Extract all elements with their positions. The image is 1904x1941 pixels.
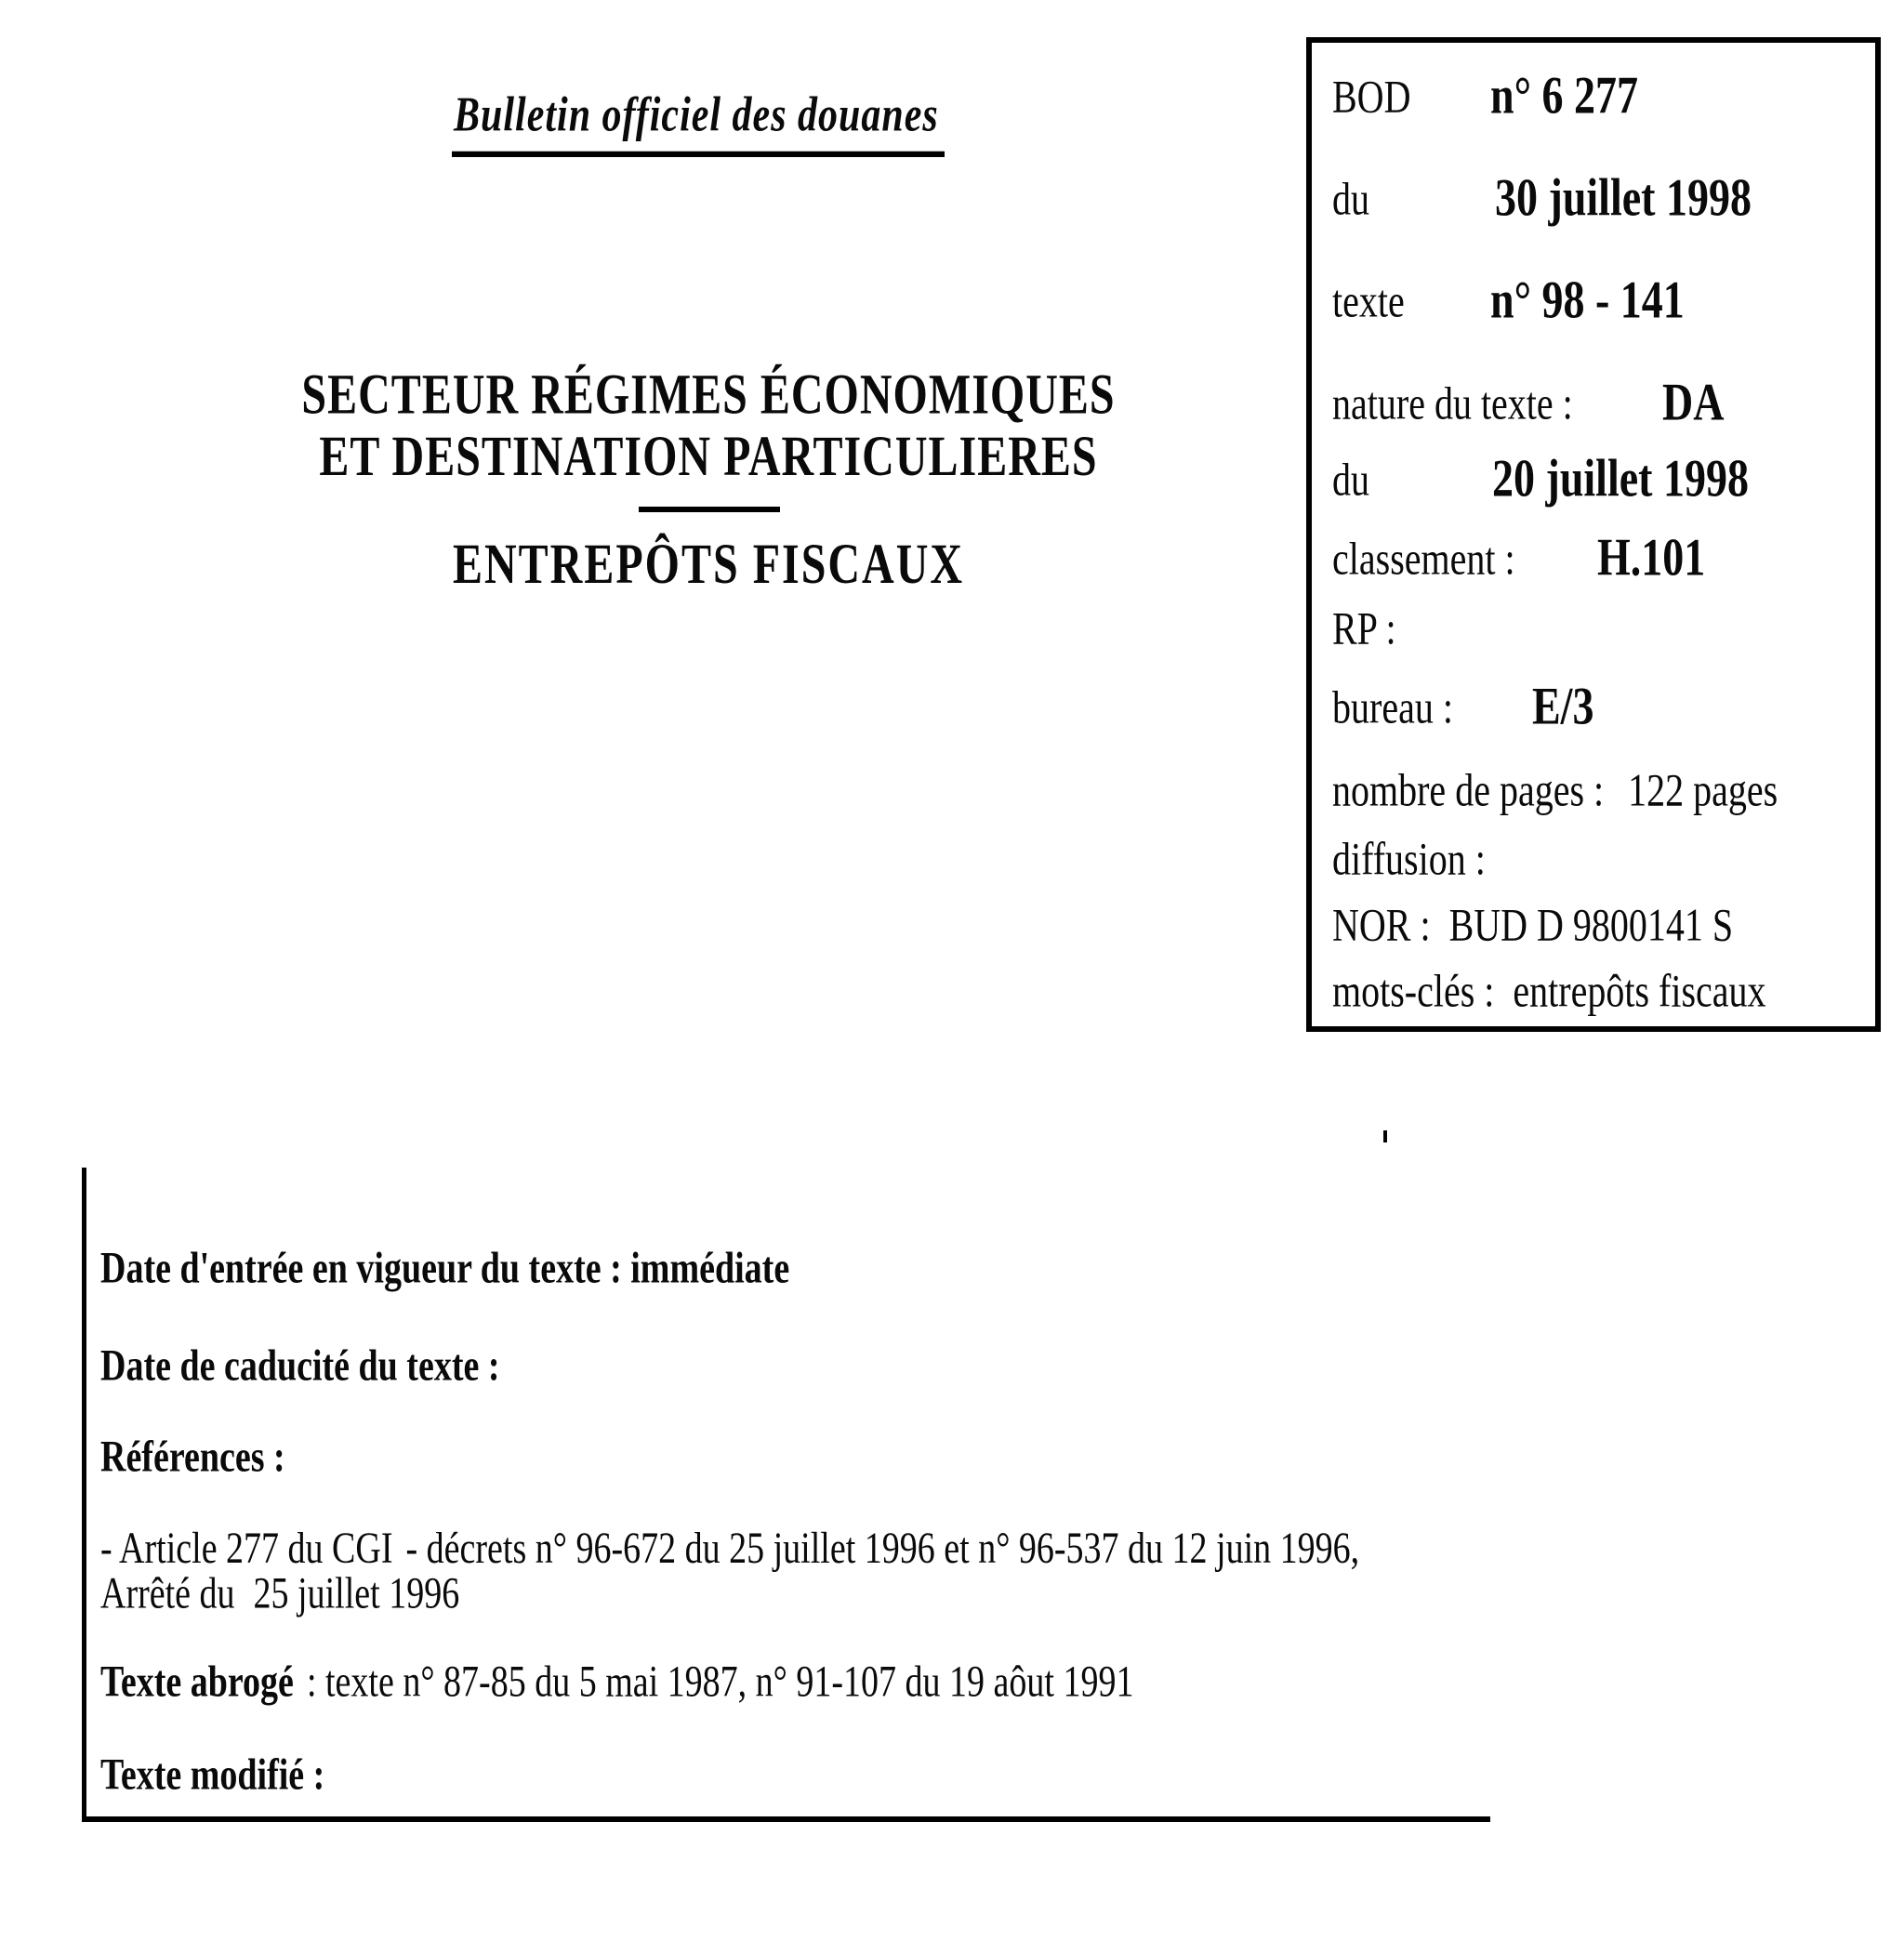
section-heading xyxy=(151,364,1266,488)
modified-label: Texte modifié : xyxy=(100,1750,325,1800)
info-label: du xyxy=(1332,453,1369,506)
info-label: BOD xyxy=(1332,70,1411,123)
entry-date-row xyxy=(100,1243,789,1294)
info-label: nombre de pages : xyxy=(1332,763,1605,816)
info-label: mots-clés : xyxy=(1332,964,1495,1017)
info-value: n° 98 - 141 xyxy=(1490,270,1685,329)
references-label: Références : xyxy=(100,1433,285,1482)
info-box xyxy=(1306,37,1881,1032)
info-label: nature du texte : xyxy=(1332,376,1573,429)
info-row-du-bod xyxy=(1332,167,1866,227)
info-value: n° 6 277 xyxy=(1490,65,1638,125)
reference-arrete: Arrêté du xyxy=(100,1569,235,1618)
abrogated-row xyxy=(100,1657,1133,1708)
scan-artifact-mark xyxy=(1383,1130,1387,1142)
info-row-bureau xyxy=(1332,676,1866,735)
heading-divider xyxy=(639,507,780,512)
info-label: classement : xyxy=(1332,532,1515,585)
info-value: entrepôts fiscaux xyxy=(1513,964,1766,1017)
info-value: DA xyxy=(1662,372,1725,431)
modified-row xyxy=(100,1750,324,1801)
info-label: texte xyxy=(1332,274,1405,327)
info-row-rp xyxy=(1332,601,1866,655)
abrogated-value: : texte n° 87-85 du 5 mai 1987, n° 91-107 du 19 aôut 1991 xyxy=(306,1657,1134,1707)
section-heading-line2: ET DESTINATION PARTICULIERES xyxy=(319,425,1098,489)
info-row-texte xyxy=(1332,270,1866,329)
info-value: 20 juillet 1998 xyxy=(1492,448,1749,508)
info-row-mots-cles xyxy=(1332,963,1866,1018)
details-box-left-border xyxy=(82,1168,86,1820)
info-row-pages xyxy=(1332,762,1866,817)
info-row-du-texte xyxy=(1332,448,1866,508)
info-row-classement xyxy=(1332,527,1866,587)
info-value: E/3 xyxy=(1532,676,1594,735)
info-value: 122 pages xyxy=(1628,763,1778,816)
info-label: du xyxy=(1332,172,1369,225)
abrogated-label: Texte abrogé xyxy=(100,1657,294,1707)
info-value: 30 juillet 1998 xyxy=(1495,167,1752,227)
reference-item xyxy=(100,1526,1486,1618)
document-title: Bulletin officiel des douanes xyxy=(452,87,945,157)
expiry-date-row xyxy=(100,1340,500,1392)
info-row-bod xyxy=(1332,65,1866,125)
reference-article: - Article 277 du CGI xyxy=(100,1524,393,1573)
section-subtitle: ENTREPÔTS FISCAUX xyxy=(452,533,965,597)
info-row-diffusion xyxy=(1332,831,1866,886)
details-box-bottom-border xyxy=(82,1816,1490,1822)
info-label: diffusion : xyxy=(1332,832,1486,885)
info-row-nor xyxy=(1332,897,1866,952)
section-heading-line1: SECTEUR RÉGIMES ÉCONOMIQUES xyxy=(301,363,1116,427)
info-label: NOR : xyxy=(1332,898,1431,951)
info-value: H.101 xyxy=(1597,527,1706,587)
entry-date-text: Date d'entrée en vigueur du texte : immédiate xyxy=(100,1244,790,1293)
info-value: BUD D 9800141 S xyxy=(1448,898,1734,951)
info-row-nature xyxy=(1332,372,1866,431)
references-row xyxy=(100,1432,285,1483)
reference-decrees: - décrets n° 96-672 du 25 juillet 1996 et n° 96-537 du 12 juin 1996, xyxy=(405,1524,1360,1573)
expiry-date-label: Date de caducité du texte : xyxy=(100,1341,500,1391)
info-label: bureau : xyxy=(1332,680,1453,733)
info-label: RP : xyxy=(1332,601,1396,654)
reference-arrete-date: 25 juillet 1996 xyxy=(253,1569,460,1618)
